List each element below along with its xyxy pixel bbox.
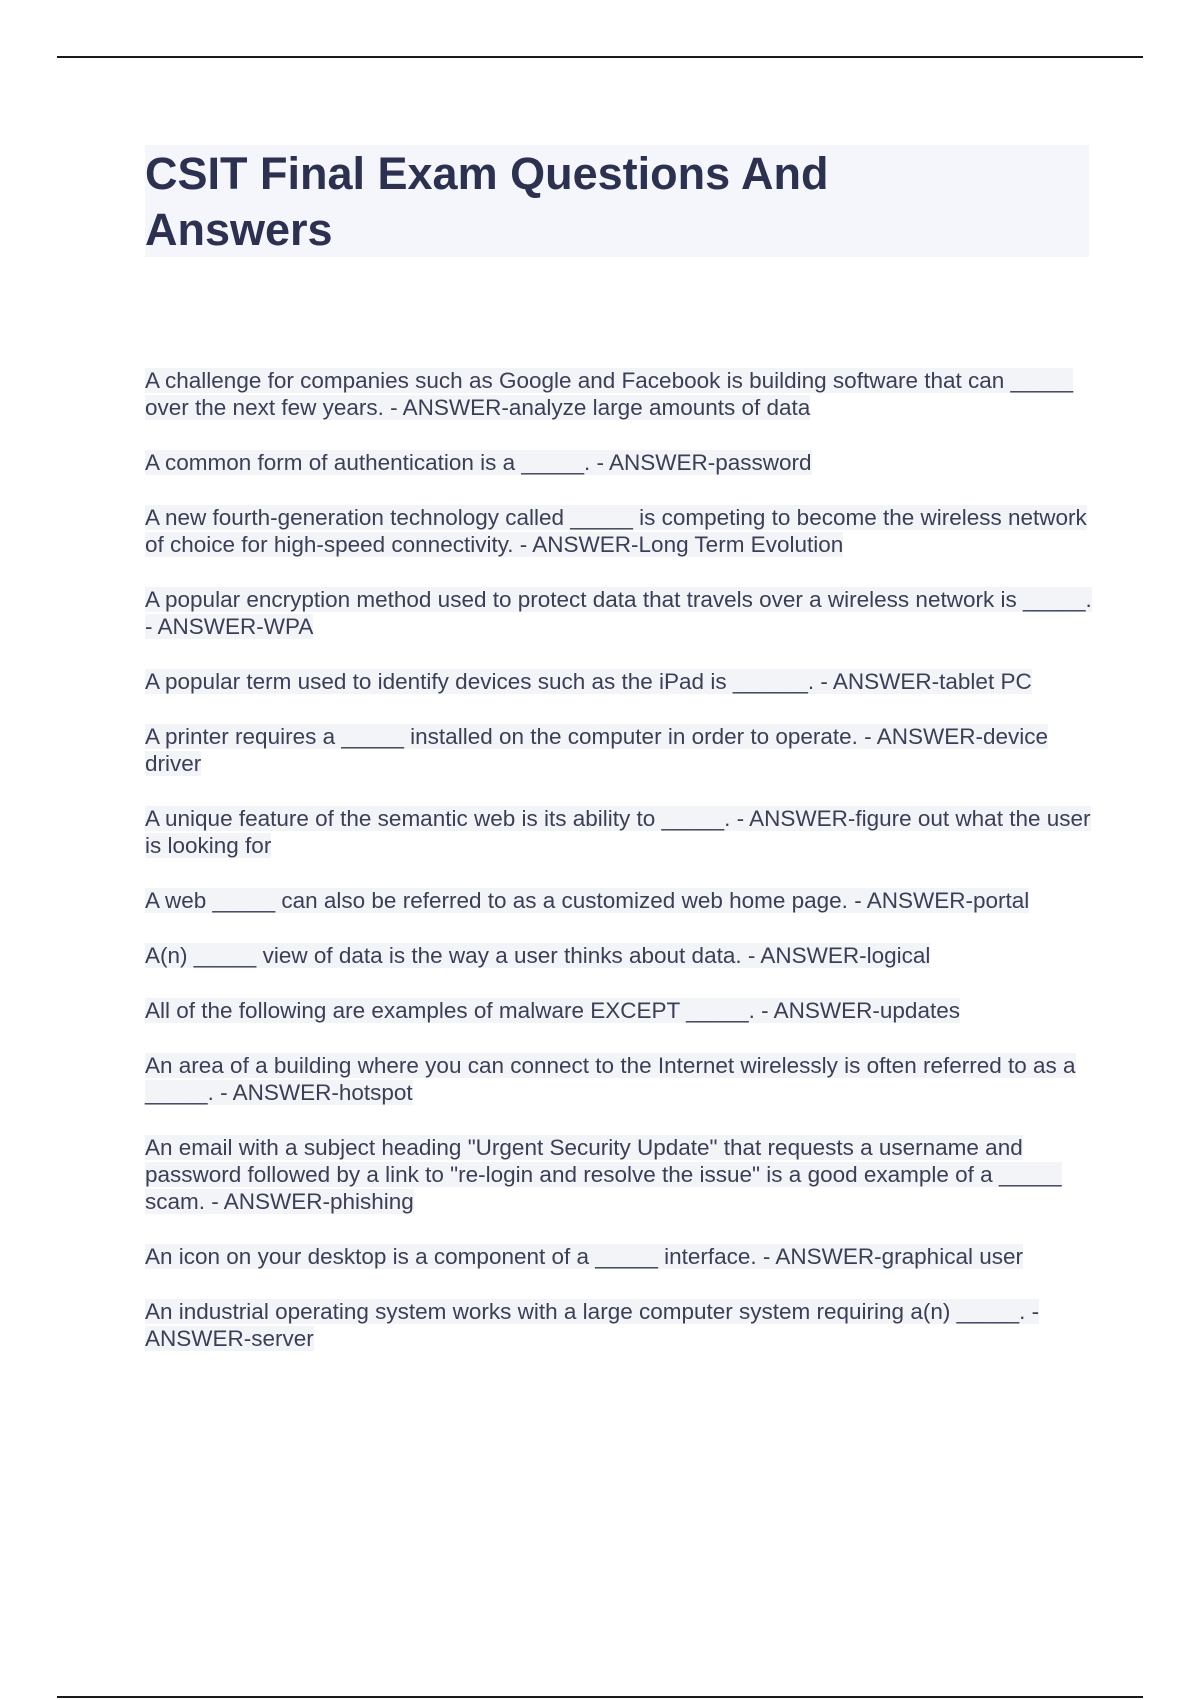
qa-item-text: An email with a subject heading "Urgent Security Update" that requests a username and password followed by a link to "re-login and resolve the issue" is a good example of a _____ scam. - ANSWER-phishing (145, 1135, 1062, 1214)
qa-item (145, 887, 1095, 914)
qa-item-text: An industrial operating system works with a large computer system requiring a(n) _____. - ANSWER-server (145, 1299, 1040, 1351)
qa-item-text: A challenge for companies such as Google and Facebook is building software that can _____ over the next few years. - ANSWER-analyze large amounts of data (145, 368, 1074, 420)
qa-item-text: A unique feature of the semantic web is its ability to _____. - ANSWER-figure out what the user is looking for (145, 806, 1091, 858)
qa-list (145, 367, 1095, 1380)
qa-item-text: A new fourth-generation technology called _____ is competing to become the wireless network of choice for high-speed connectivity. - ANSWER-Long Term Evolution (145, 505, 1087, 557)
qa-item-text: A popular encryption method used to protect data that travels over a wireless network is _____. - ANSWER-WPA (145, 587, 1092, 639)
qa-item (145, 668, 1095, 695)
qa-item-text: A popular term used to identify devices such as the iPad is ______. - ANSWER-tablet PC (145, 669, 1032, 694)
qa-item (145, 1298, 1095, 1352)
qa-item-text: A common form of authentication is a _____. - ANSWER-password (145, 450, 812, 475)
qa-item-text: A web _____ can also be referred to as a customized web home page. - ANSWER-portal (145, 888, 1030, 913)
qa-item (145, 504, 1095, 558)
qa-item (145, 1134, 1095, 1215)
qa-item-text: A(n) _____ view of data is the way a user thinks about data. - ANSWER-logical (145, 943, 931, 968)
qa-item (145, 997, 1095, 1024)
qa-item (145, 1243, 1095, 1270)
qa-item (145, 586, 1095, 640)
qa-item (145, 723, 1095, 777)
bottom-divider (57, 1696, 1143, 1698)
qa-item (145, 1052, 1095, 1106)
qa-item (145, 367, 1095, 421)
qa-item (145, 449, 1095, 476)
qa-item (145, 942, 1095, 969)
qa-item-text: All of the following are examples of malware EXCEPT _____. - ANSWER-updates (145, 998, 960, 1023)
top-divider (57, 56, 1143, 58)
page-title: CSIT Final Exam Questions And Answers (145, 148, 829, 255)
qa-item-text: An icon on your desktop is a component of a _____ interface. - ANSWER-graphical user (145, 1244, 1023, 1269)
qa-item-text: A printer requires a _____ installed on the computer in order to operate. - ANSWER-device driver (145, 724, 1048, 776)
qa-item (145, 805, 1095, 859)
qa-item-text: An area of a building where you can connect to the Internet wirelessly is often referred to as a _____. - ANSWER-hotspot (145, 1053, 1076, 1105)
